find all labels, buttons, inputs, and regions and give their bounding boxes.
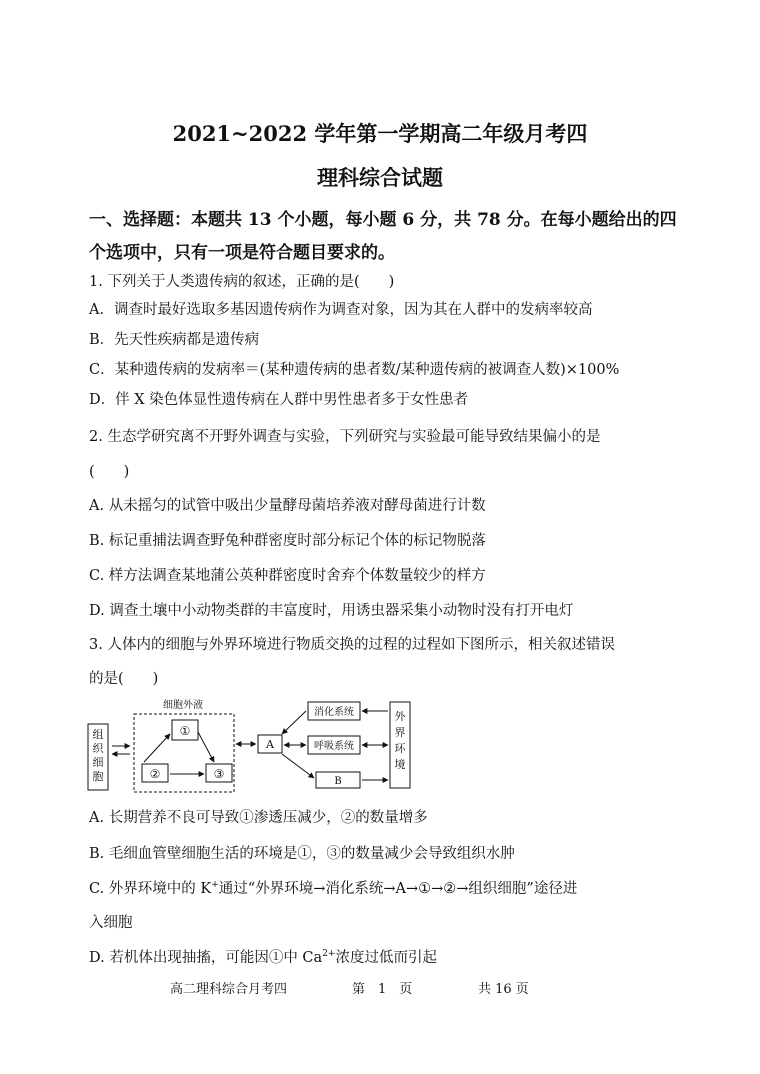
node-a-label: A — [266, 738, 274, 751]
q3-option-b: B. 毛细血管壁细胞生活的环境是①，③的数量减少会导致组织水肿 — [89, 846, 515, 862]
q2-stem: 2. 生态学研究离不开野外调查与实验，下列研究与实验最可能导致结果偏小的是 — [89, 429, 601, 445]
arrow-digestive-to-a — [282, 711, 306, 734]
external-env-char: 境 — [394, 758, 406, 771]
arrow-1-to-3 — [198, 732, 214, 762]
tissue-cell-char: 织 — [92, 742, 104, 755]
q2-option-d: D. 调查土壤中小动物类群的丰富度时，用诱虫器采集小动物时没有打开电灯 — [89, 603, 574, 619]
q1-option-b: B．先天性疾病都是遗传病 — [89, 332, 260, 348]
external-env-char: 界 — [394, 726, 406, 739]
q1-option-a: A．调查时最好选取多基因遗传病作为调查对象，因为其在人群中的发病率较高 — [89, 302, 593, 318]
node-3-label: ③ — [213, 767, 225, 781]
q3-stem: 3. 人体内的细胞与外界环境进行物质交换的过程的过程如下图所示，相关叙述错误 — [89, 637, 615, 653]
page-title: 2021~2022 学年第一学期高二年级月考四 — [172, 121, 588, 146]
node-b-label: B — [334, 776, 342, 787]
q1-option-c: C．某种遗传病的发病率＝(某种遗传病的患者数/某种遗传病的被调查人数)×100% — [89, 362, 620, 378]
q3-option-d: D. 若机体出现抽搐，可能因①中 $Ca^{2+}$浓度过低而引起 — [89, 949, 437, 966]
q3-option-c: C. 外界环境中的 K+通过“外界环境→消化系统→A→①→②→组织细胞”途径进 — [89, 880, 578, 897]
q1-option-d: D．伴 X 染色体显性遗传病在人群中男性患者多于女性患者 — [89, 392, 469, 408]
footer-page: 第 1 页 — [352, 982, 413, 997]
ecf-label: 细胞外液 — [163, 700, 203, 711]
q2-stem-paren: ( ) — [89, 464, 130, 480]
footer-total: 共 16 页 — [478, 982, 529, 997]
external-env-char: 环 — [394, 742, 406, 755]
page-subtitle: 理科综合试题 — [317, 165, 443, 190]
arrow-2-to-1 — [144, 734, 170, 762]
q2-option-b: B. 标记重捕法调查野兔种群密度时部分标记个体的标记物脱落 — [89, 533, 486, 549]
section-heading-line1: 一、选择题：本题共 13 个小题，每小题 6 分，共 78 分。在每小题给出的四 — [89, 210, 677, 230]
arrow-a-to-b — [282, 754, 314, 778]
respiratory-label: 呼吸系统 — [314, 741, 354, 752]
body-fluid-exchange-diagram — [86, 696, 416, 796]
section-heading-line2: 个选项中，只有一项是符合题目要求的。 — [89, 243, 395, 263]
q3-stem-paren: 的是( ) — [89, 671, 159, 687]
external-env-char: 外 — [394, 710, 406, 723]
tissue-cell-char: 胞 — [92, 770, 104, 783]
footer-left: 高二理科综合月考四 — [170, 982, 288, 997]
q3-option-a: A. 长期营养不良可导致①渗透压减少，②的数量增多 — [89, 810, 428, 826]
q1-stem: 1. 下列关于人类遗传病的叙述，正确的是( ) — [89, 274, 395, 290]
tissue-cell-char: 组 — [92, 728, 104, 741]
node-1-label: ① — [179, 724, 191, 738]
q3-option-c-cont: 入细胞 — [89, 915, 133, 931]
digestive-label: 消化系统 — [314, 707, 354, 718]
tissue-cell-char: 细 — [92, 756, 104, 769]
node-2-label: ② — [149, 767, 161, 781]
q2-option-a: A. 从未摇匀的试管中吸出少量酵母菌培养液对酵母菌进行计数 — [89, 498, 486, 514]
q2-option-c: C. 样方法调查某地蒲公英种群密度时舍弃个体数量较少的样方 — [89, 568, 486, 584]
